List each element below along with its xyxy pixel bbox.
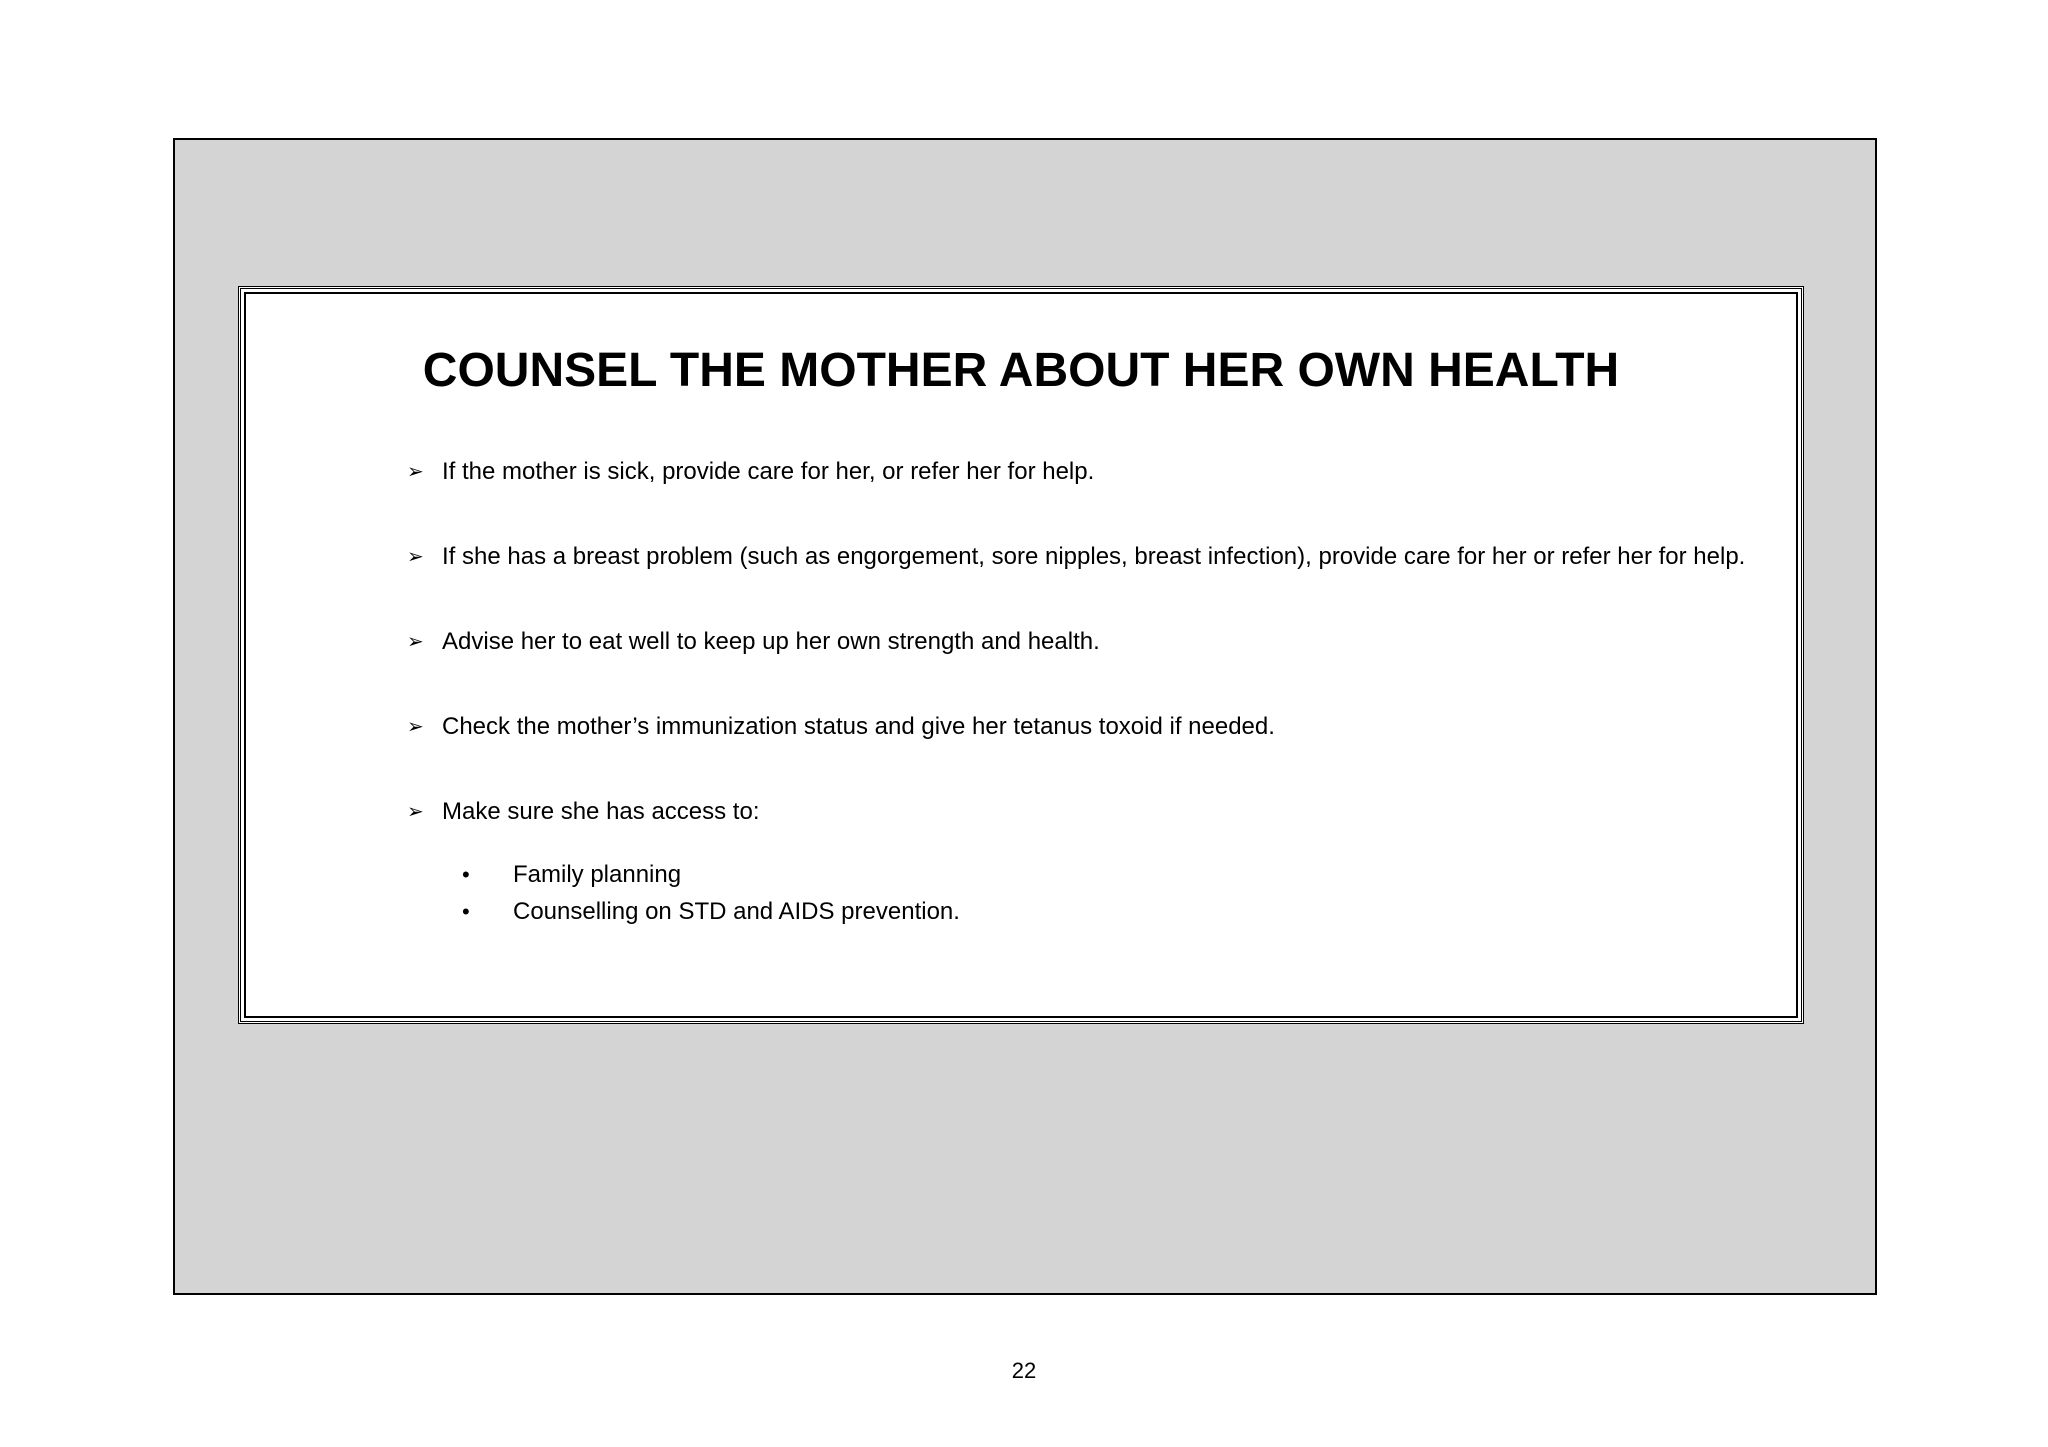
bullet-item [407, 627, 1781, 712]
arrow-bullet-icon: ➢ [407, 716, 424, 738]
arrow-bullet-icon: ➢ [407, 461, 424, 483]
arrow-bullet-icon: ➢ [407, 801, 424, 823]
sub-bullet-text: Family planning [513, 861, 682, 888]
bullet-text: If the mother is sick, provide care for her, or refer her for help. [442, 458, 1095, 485]
bullet-text: If she has a breast problem (such as engorgement, sore nipples, breast infection), provide care for her or refer her for help. [442, 543, 1746, 570]
bullet-list [407, 457, 1781, 882]
arrow-bullet-icon: ➢ [407, 631, 424, 653]
counsel-card [238, 286, 1804, 1024]
bullet-item [407, 542, 1781, 627]
bullet-text: Make sure she has access to: [442, 798, 760, 825]
page-number: 22 [1011, 1358, 1037, 1383]
card-title: COUNSEL THE MOTHER ABOUT HER OWN HEALTH [422, 344, 1620, 397]
bullet-text: Check the mother’s immunization status and give her tetanus toxoid if needed. [442, 713, 1275, 740]
bullet-item [407, 457, 1781, 542]
sub-bullet-text: Counselling on STD and AIDS prevention. [513, 898, 960, 925]
arrow-bullet-icon: ➢ [407, 546, 424, 568]
dot-bullet-icon: • [462, 862, 470, 887]
bullet-text: Advise her to eat well to keep up her own strength and health. [442, 628, 1100, 655]
dot-bullet-icon: • [462, 899, 470, 924]
bullet-item [407, 712, 1781, 797]
